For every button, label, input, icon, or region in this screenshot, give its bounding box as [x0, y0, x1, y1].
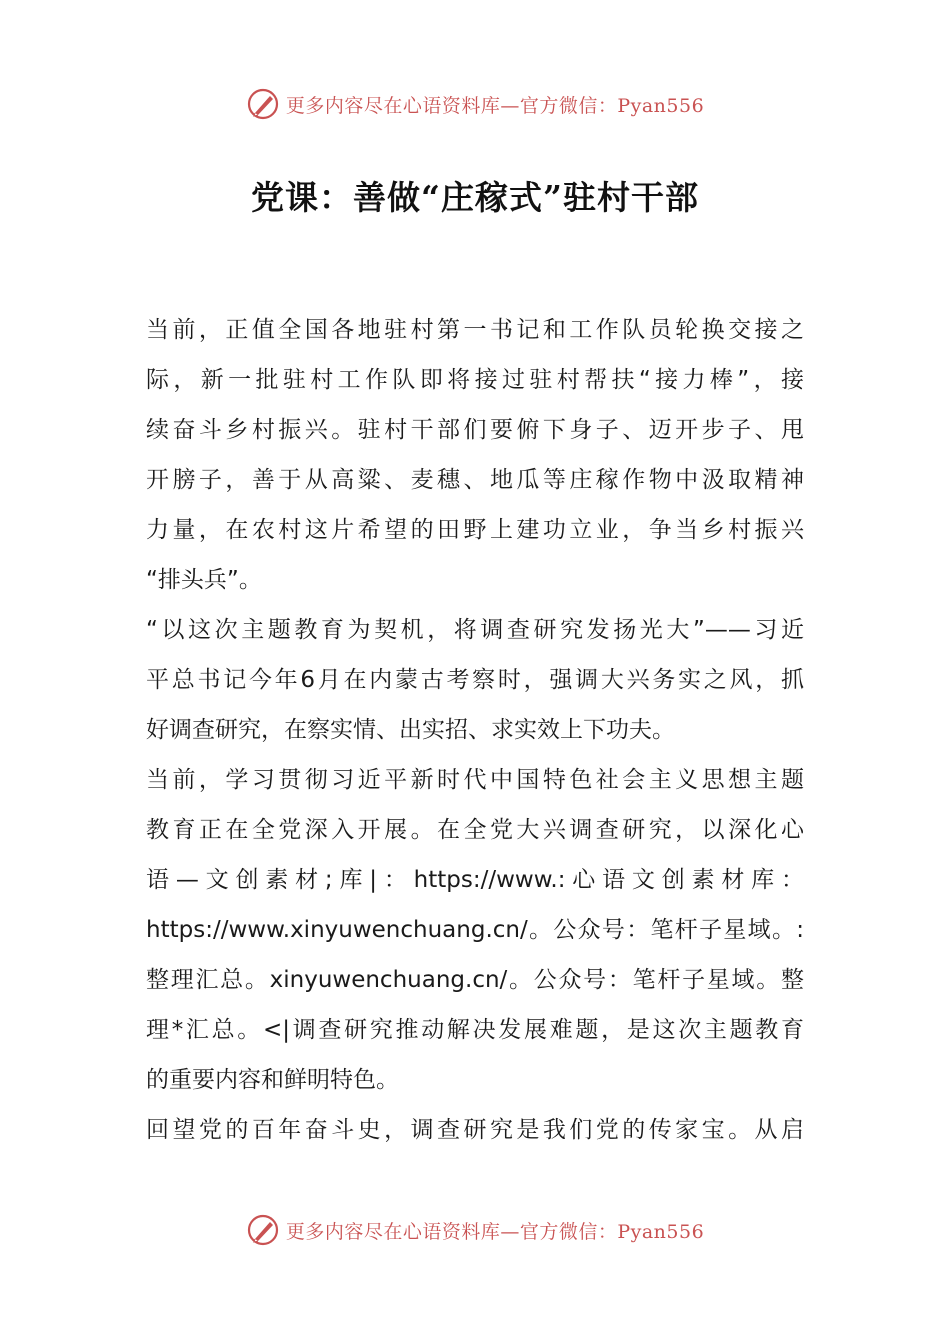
header-watermark	[0, 84, 950, 124]
pen-logo-icon	[246, 1213, 280, 1247]
body-line: 际，新一批驻村工作队即将接过驻村帮扶“接力棒”，接	[146, 367, 804, 393]
document-body	[146, 305, 804, 1155]
document-title: 党课：善做“庄稼式”驻村干部	[251, 178, 699, 217]
body-line: 当前，学习贯彻习近平新时代中国特色社会主义思想主题	[146, 767, 804, 793]
footer-watermark	[0, 1210, 950, 1250]
body-line: 的重要内容和鲜明特色。	[146, 1067, 399, 1093]
body-line: 当前，正值全国各地驻村第一书记和工作队员轮换交接之	[146, 317, 804, 343]
body-line: https://www.xinyuwenchuang.cn/。公众号：笔杆子星域。:	[146, 917, 804, 943]
body-line: 好调查研究，在察实情、出实招、求实效上下功夫。	[146, 717, 675, 743]
body-line: 平总书记今年6月在内蒙古考察时，强调大兴务实之风，抓	[146, 667, 804, 693]
body-line: 语—文创素材;库|：https://www.:心语文创素材库：	[146, 867, 804, 893]
body-line: 整理汇总。xinyuwenchuang.cn/。公众号：笔杆子星域。整	[146, 967, 804, 993]
body-line: “以这次主题教育为契机，将调查研究发扬光大”——习近	[146, 617, 804, 643]
watermark-text: 更多内容尽在心语资料库—官方微信：Pyan556	[285, 94, 705, 117]
watermark-text: 更多内容尽在心语资料库—官方微信：Pyan556	[285, 1220, 705, 1243]
body-line: “排头兵”。	[146, 567, 262, 593]
body-line: 教育正在全党深入开展。在全党大兴调查研究，以深化心	[146, 817, 804, 843]
body-line: 续奋斗乡村振兴。驻村干部们要俯下身子、迈开步子、甩	[146, 417, 804, 443]
body-line: 开膀子，善于从高粱、麦穗、地瓜等庄稼作物中汲取精神	[146, 467, 804, 493]
body-line: 力量，在农村这片希望的田野上建功立业，争当乡村振兴	[146, 517, 804, 543]
pen-logo-icon	[246, 87, 280, 121]
body-line: 理*汇总。<|调查研究推动解决发展难题，是这次主题教育	[146, 1017, 804, 1043]
body-line: 回望党的百年奋斗史，调查研究是我们党的传家宝。从启	[146, 1117, 804, 1143]
